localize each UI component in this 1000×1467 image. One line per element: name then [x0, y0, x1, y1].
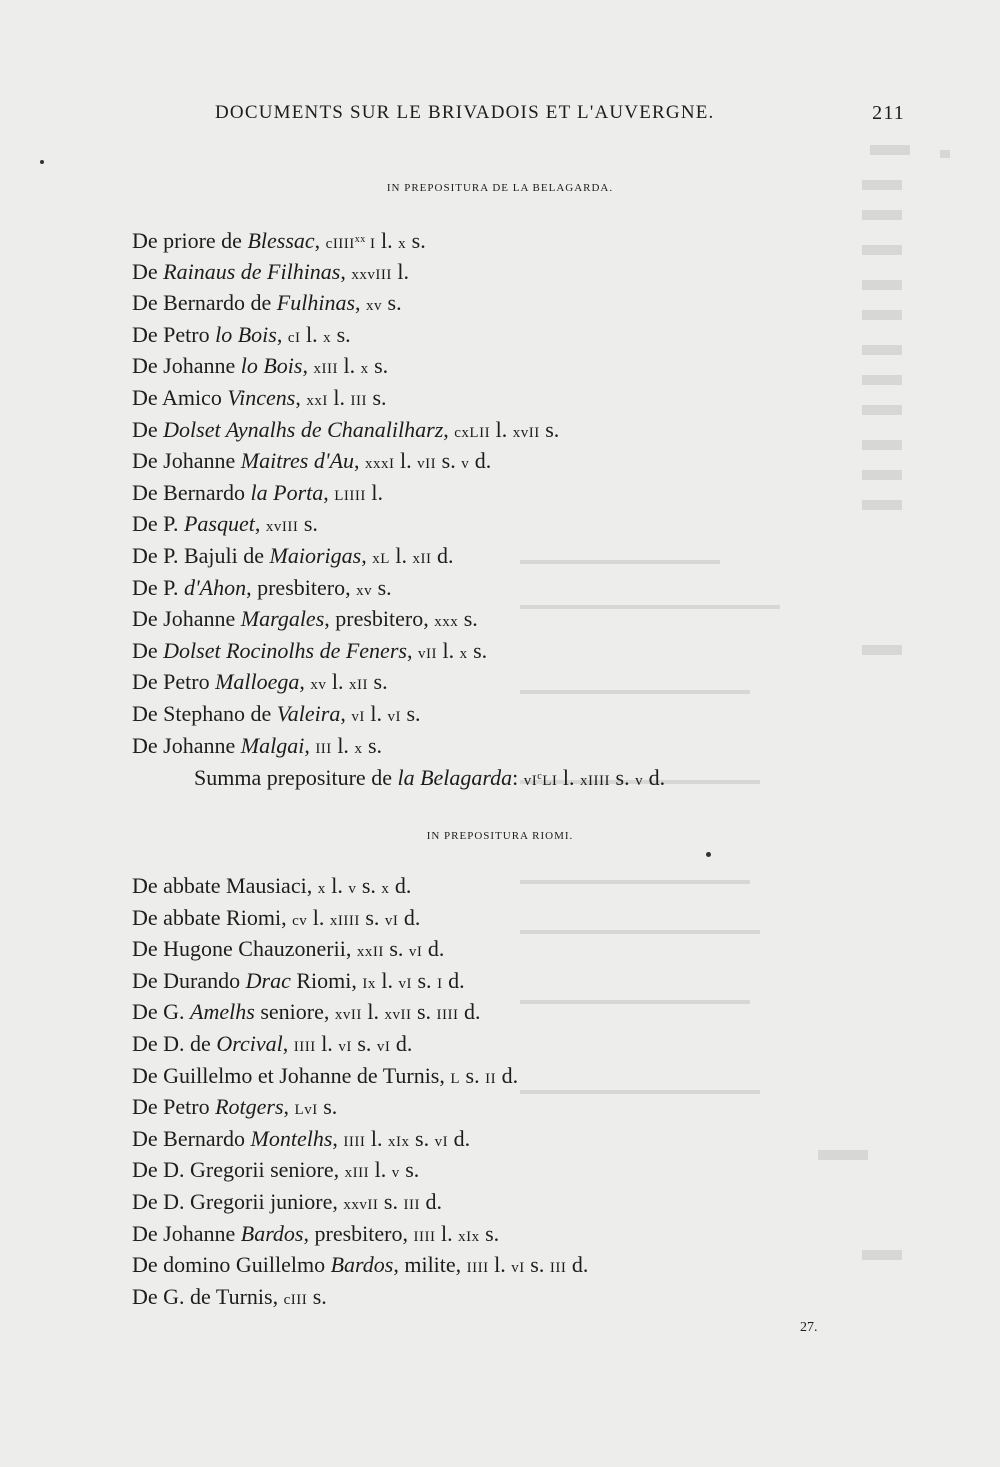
entry: De Petro Rotgers, LvI s. [132, 1094, 338, 1120]
entry: De Petro lo Bois, cI l. x s. [132, 321, 351, 347]
entry: De Petro Malloega, xv l. xII s. [132, 669, 388, 695]
entry: De Johanne lo Bois, xIII l. x s. [132, 353, 389, 379]
entry: De D. Gregorii seniore, xIII l. v s. [132, 1157, 420, 1183]
entry: De P. Pasquet, xvIII s. [132, 511, 318, 537]
entries-belagarda [132, 224, 912, 793]
entry: De Guillelmo et Johanne de Turnis, L s. II d. [132, 1062, 519, 1088]
paper-speck [706, 852, 711, 857]
entry: De D. Gregorii juniore, xxvII s. III d. [132, 1188, 442, 1214]
entries-riomi [132, 870, 912, 1312]
entry: De abbate Riomi, cv l. xIIII s. vI d. [132, 904, 421, 930]
entry: De Johanne Malgai, III l. x s. [132, 732, 382, 758]
entry: De P. d'Ahon, presbitero, xv s. [132, 574, 392, 600]
entry: De domino Guillelmo Bardos, milite, IIII l. vI s. III d. [132, 1252, 589, 1278]
entry: De abbate Mausiaci, x l. v s. x d. [132, 873, 412, 898]
entry: De P. Bajuli de Maiorigas, xL l. xII d. [132, 542, 454, 568]
paper-speck [40, 160, 44, 164]
running-head-title: DOCUMENTS SUR LE BRIVADOIS ET L'AUVERGNE. [215, 102, 715, 123]
entry: De Dolset Rocinolhs de Feners, vII l. x s. [132, 637, 488, 663]
section-summary: Summa prepositure de la Belagarda: $vI^cLI$ l. xIIII s. v d. [194, 765, 666, 791]
signature-mark: 27. [800, 1320, 818, 1335]
entry: De Johanne Bardos, presbitero, IIII l. xIx s. [132, 1220, 500, 1246]
entry: De Durando Drac Riomi, Ix l. vI s. I d. [132, 967, 465, 993]
entry: De Amico Vincens, xxI l. III s. [132, 384, 387, 410]
entry: De Johanne Margales, presbitero, xxx s. [132, 606, 478, 632]
entry: De Stephano de Valeira, vI l. vI s. [132, 700, 421, 726]
entry: De Bernardo de Fulhinas, xv s. [132, 290, 402, 316]
entry: De Bernardo la Porta, LIIII l. [132, 479, 384, 505]
entry: De Rainaus de Filhinas, xxvIII l. [132, 258, 409, 284]
entry: De priore de Blessac, cIIII$^{xx}$ I l. x s. [132, 228, 426, 253]
entry: De Dolset Aynalhs de Chanalilharz, cxLII l. xvII s. [132, 416, 560, 442]
entry: De D. de Orcival, IIII l. vI s. vI d. [132, 1030, 413, 1056]
entry: De Johanne Maitres d'Au, xxxI l. vII s. v d. [132, 448, 492, 474]
section-heading-belagarda: IN PREPOSITURA DE LA BELAGARDA. [386, 182, 614, 194]
section-heading-riomi: IN PREPOSITURA RIOMI. [426, 830, 574, 842]
page-number: 211 [872, 102, 905, 124]
entry: De G. de Turnis, cIII s. [132, 1283, 327, 1309]
entry: De Bernardo Montelhs, IIII l. xIx s. vI d. [132, 1125, 471, 1151]
entry: De Hugone Chauzonerii, xxII s. vI d. [132, 936, 445, 962]
entry: De G. Amelhs seniore, xvII l. xvII s. IIII d. [132, 999, 481, 1025]
